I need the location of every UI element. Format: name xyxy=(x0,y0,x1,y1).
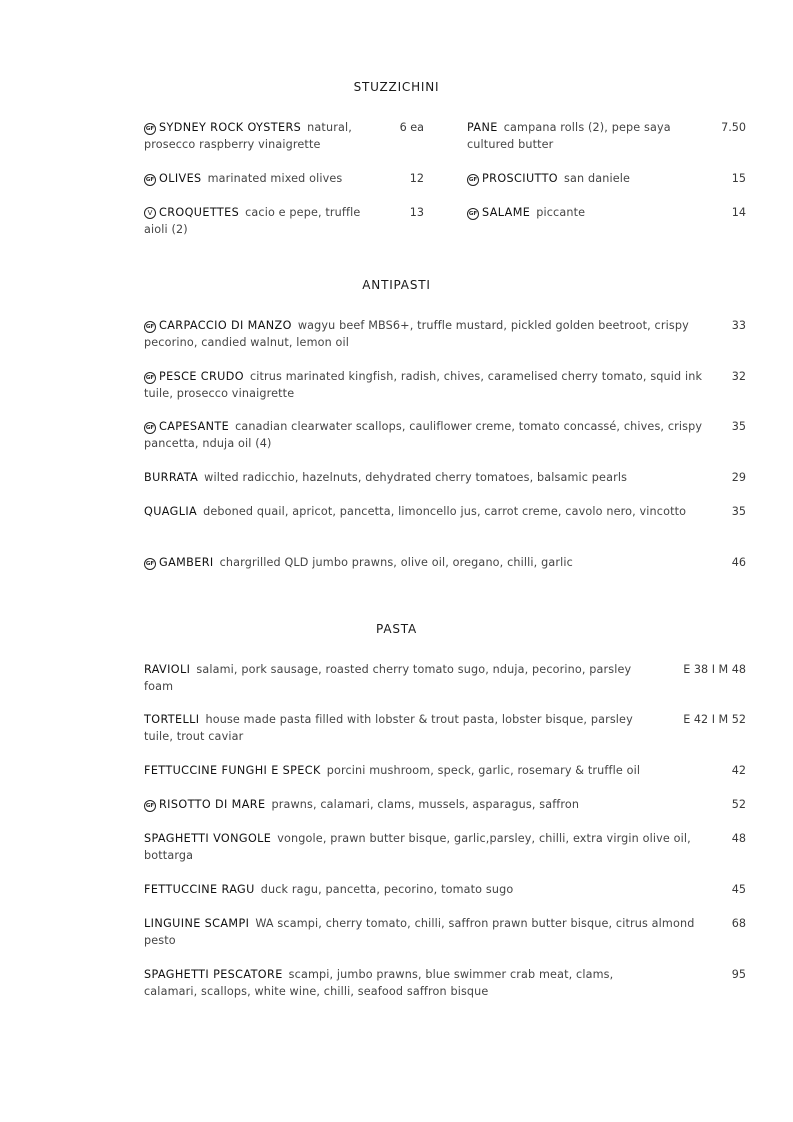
item-name: PROSCIUTTO xyxy=(482,172,559,185)
gluten-free-icon: GF xyxy=(144,372,156,384)
gluten-free-icon: GF xyxy=(467,208,479,220)
gluten-free-icon: GF xyxy=(467,174,479,186)
menu-item-spaghetti-vongole xyxy=(144,831,709,864)
menu-item-quaglia xyxy=(144,504,709,521)
gluten-free-icon: GF xyxy=(144,558,156,570)
item-price: 33 xyxy=(731,319,746,332)
item-price: 29 xyxy=(731,471,746,484)
item-name: PANE xyxy=(467,121,498,134)
item-name: BURRATA xyxy=(144,471,199,484)
item-desc: WA scampi, cherry tomato, chilli, saffron prawn butter bisque, citrus almond pesto xyxy=(144,917,695,947)
item-name: CARPACCIO DI MANZO xyxy=(159,319,292,332)
menu-item-risotto-di-mare xyxy=(144,797,709,814)
item-name: SPAGHETTI PESCATORE xyxy=(144,968,283,981)
menu-item-tortelli xyxy=(144,712,644,745)
item-desc: wagyu beef MBS6+, truffle mustard, pickled golden beetroot, crispy pecorino, candied walnut, lemon oil xyxy=(144,319,689,349)
item-price: 48 xyxy=(731,832,746,845)
item-price: 35 xyxy=(731,505,746,518)
menu-item-prosciutto xyxy=(467,171,705,188)
item-name: SPAGHETTI VONGOLE xyxy=(144,832,272,845)
vegetarian-icon: V xyxy=(144,207,156,219)
item-price: 68 xyxy=(731,917,746,930)
item-price: 42 xyxy=(731,764,746,777)
item-price: E 38 I M 48 xyxy=(683,663,746,676)
item-price: 52 xyxy=(731,798,746,811)
item-desc: chargrilled QLD jumbo prawns, olive oil, oregano, chilli, garlic xyxy=(219,556,573,569)
item-price: E 42 I M 52 xyxy=(683,713,746,726)
item-desc: duck ragu, pancetta, pecorino, tomato sugo xyxy=(260,883,514,896)
item-desc: wilted radicchio, hazelnuts, dehydrated cherry tomatoes, balsamic pearls xyxy=(204,471,628,484)
menu-item-linguine-scampi xyxy=(144,916,709,949)
menu-item-carpaccio-di-manzo xyxy=(144,318,709,351)
section-title-antipasti: ANTIPASTI xyxy=(362,278,431,292)
item-name: CROQUETTES xyxy=(159,206,240,219)
item-price: 13 xyxy=(409,206,424,219)
item-name: FETTUCCINE FUNGHI E SPECK xyxy=(144,764,321,777)
item-price: 6 ea xyxy=(399,121,424,134)
gluten-free-icon: GF xyxy=(144,800,156,812)
menu-item-pesce-crudo xyxy=(144,369,709,402)
menu-item-fettuccine-funghi-e-speck xyxy=(144,763,709,780)
menu-item-croquettes xyxy=(144,205,384,238)
item-name: SYDNEY ROCK OYSTERS xyxy=(159,121,302,134)
item-desc: porcini mushroom, speck, garlic, rosemary & truffle oil xyxy=(326,764,641,777)
item-desc: campana rolls (2), pepe saya cultured butter xyxy=(467,121,671,151)
menu-item-pane xyxy=(467,120,705,153)
item-desc: san daniele xyxy=(564,172,631,185)
item-desc: deboned quail, apricot, pancetta, limoncello jus, carrot creme, cavolo nero, vincotto xyxy=(203,505,687,518)
section-title-pasta: PASTA xyxy=(376,622,417,636)
item-name: TORTELLI xyxy=(144,713,200,726)
item-name: QUAGLIA xyxy=(144,505,198,518)
gluten-free-icon: GF xyxy=(144,422,156,434)
menu-item-burrata xyxy=(144,470,709,487)
menu-item-ravioli xyxy=(144,662,644,695)
menu-item-salame xyxy=(467,205,705,222)
item-price: 46 xyxy=(731,556,746,569)
item-desc: citrus marinated kingfish, radish, chives, caramelised cherry tomato, squid ink tuile, prosecco vinaigrette xyxy=(144,370,703,400)
item-name: RAVIOLI xyxy=(144,663,191,676)
item-price: 35 xyxy=(731,420,746,433)
item-name: SALAME xyxy=(482,206,531,219)
item-desc: marinated mixed olives xyxy=(207,172,343,185)
item-price: 7.50 xyxy=(721,121,746,134)
item-desc: scampi, jumbo prawns, blue swimmer crab meat, clams, calamari, scallops, white wine, chilli, seafood saffron bisque xyxy=(144,968,614,998)
item-desc: salami, pork sausage, roasted cherry tomato sugo, nduja, pecorino, parsley foam xyxy=(144,663,632,693)
item-name: GAMBERI xyxy=(159,556,214,569)
item-desc: canadian clearwater scallops, cauliflower creme, tomato concassé, chives, crispy pancetta, nduja oil (4) xyxy=(144,420,703,450)
item-price: 45 xyxy=(731,883,746,896)
item-name: RISOTTO DI MARE xyxy=(159,798,266,811)
item-desc: vongole, prawn butter bisque, garlic,parsley, chilli, extra virgin olive oil, bottarga xyxy=(144,832,691,862)
menu-item-fettuccine-ragu xyxy=(144,882,709,899)
item-desc: cacio e pepe, truffle aioli (2) xyxy=(144,206,361,236)
item-price: 12 xyxy=(409,172,424,185)
item-price: 14 xyxy=(731,206,746,219)
item-desc: house made pasta filled with lobster & trout pasta, lobster bisque, parsley tuile, trout caviar xyxy=(144,713,633,743)
item-desc: prawns, calamari, clams, mussels, asparagus, saffron xyxy=(271,798,580,811)
menu-item-spaghetti-pescatore xyxy=(144,967,664,1000)
menu-item-gamberi xyxy=(144,555,709,572)
item-name: OLIVES xyxy=(159,172,202,185)
item-name: FETTUCCINE RAGU xyxy=(144,883,255,896)
item-name: PESCE CRUDO xyxy=(159,370,244,383)
gluten-free-icon: GF xyxy=(144,321,156,333)
item-price: 32 xyxy=(731,370,746,383)
item-price: 95 xyxy=(731,968,746,981)
section-title-stuzzichini: STUZZICHINI xyxy=(353,80,440,94)
item-desc: natural, prosecco raspberry vinaigrette xyxy=(144,121,352,151)
gluten-free-icon: GF xyxy=(144,174,156,186)
menu-item-olives xyxy=(144,171,384,188)
item-name: CAPESANTE xyxy=(159,420,230,433)
item-desc: piccante xyxy=(536,206,586,219)
menu-item-capesante xyxy=(144,419,709,452)
gluten-free-icon: GF xyxy=(144,123,156,135)
menu-item-sydney-rock-oysters xyxy=(144,120,384,153)
item-name: LINGUINE SCAMPI xyxy=(144,917,250,930)
item-price: 15 xyxy=(731,172,746,185)
